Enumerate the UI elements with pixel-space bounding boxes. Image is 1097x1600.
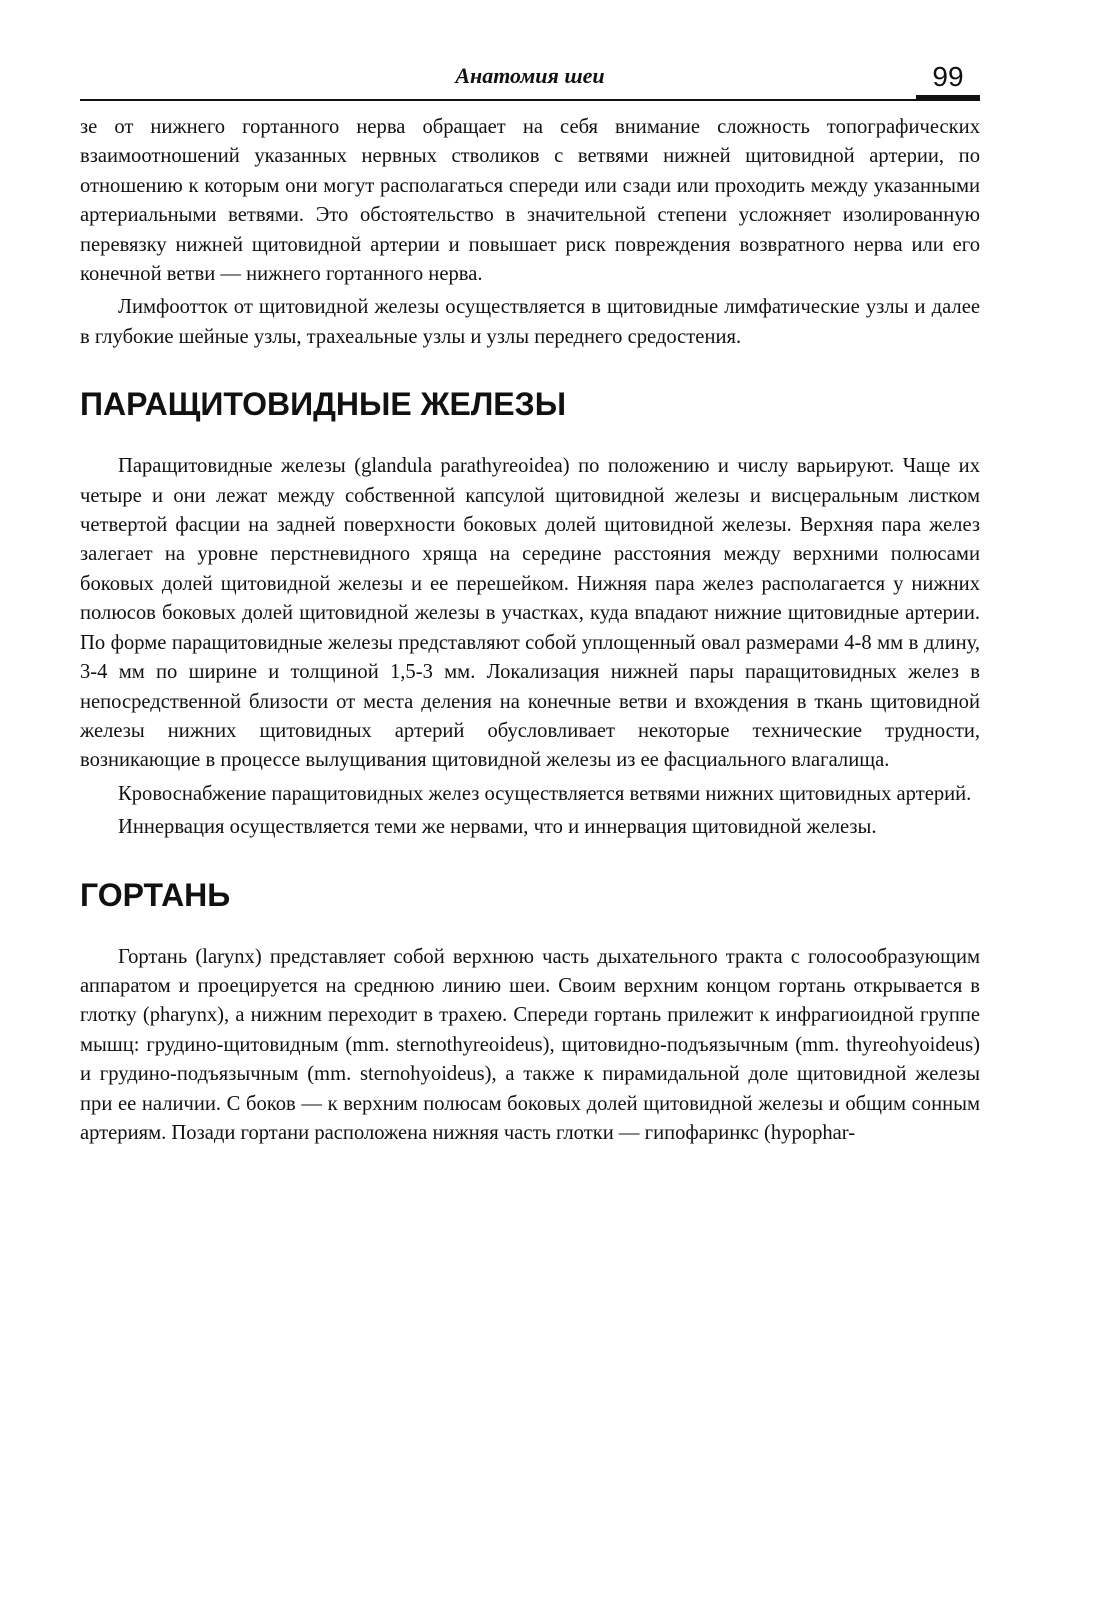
paragraph-parathyroid-innervation: Иннервация осуществляется теми же нервами, что и иннервация щитовидной железы. xyxy=(118,816,877,839)
paragraph-larynx: Гортань (larynx) представляет собой верхнюю часть дыхательного тракта с голосообразующим аппаратом и проецируется на среднюю линию шеи. Своим верхним концом гортань открывается в глотку (pharynx), а нижним переходит в трахею. Спереди гортань прилежит к инфрагиоидной группе мышц: грудино-щитовидным (mm. sternothyreoideus), щитовидно-подъязычным (mm. thyreohyoideus) и грудино-подъязычным (mm. sternohyoideus), а также к пирамидальной доле щитовидной железы при ее наличии. С боков — к верхним полюсам боковых долей щитовидной железы и общим сонным артериям. Позади гортани расположена нижняя часть глотки — гипофаринкс (hypophar- xyxy=(80,945,980,1144)
running-header xyxy=(80,55,980,101)
page-number: 99 xyxy=(916,61,980,101)
running-title: Анатомия шеи xyxy=(455,63,605,88)
paragraph-parathyroid-blood-supply: Кровоснабжение паращитовидных желез осуществляется ветвями нижних щитовидных артерий. xyxy=(118,782,972,805)
book-page xyxy=(80,55,980,1152)
body-text xyxy=(80,113,980,1148)
section-heading-parathyroid: ПАРАЩИТОВИДНЫЕ ЖЕЛЕЗЫ xyxy=(80,386,567,423)
paragraph-lymph-drainage: Лимфоотток от щитовидной железы осуществляется в щитовидные лимфатические узлы и далее в глубокие шейные узлы, трахеальные узлы и узлы переднего средостения. xyxy=(80,296,980,348)
section-heading-larynx: ГОРТАНЬ xyxy=(80,876,231,913)
paragraph-parathyroid-anatomy: Паращитовидные железы (glandula parathyreoidea) по положению и числу варьируют. Чаще их четыре и они лежат между собственной капсулой щитовидной железы и висцеральным листком четвертой фасции на задней поверхности боковых долей щитовидной железы. Верхняя пара желез залегает на уровне перстневидного хряща на середине расстояния между верхними полюсами боковых долей щитовидной железы и ее перешейком. Нижняя пара желез располагается у нижних полюсов боковых долей щитовидной железы в участках, куда впадают нижние щитовидные артерии. По форме паращитовидные железы представляют собой уплощенный овал размерами 4-8 мм в длину, 3-4 мм по ширине и толщиной 1,5-3 мм. Локализация нижней пары паращитовидных желез в непосредственной близости от места деления на конечные ветви и вхождения в ткань щитовидной железы нижних щитовидных артерий обусловливает некоторые технические трудности, возникающие в процессе вылущивания щитовидной железы из ее фасциального влагалища. xyxy=(80,455,980,772)
paragraph-intro-continuation: зе от нижнего гортанного нерва обращает на себя внимание сложность топографических взаимоотношений указанных нервных стволиков с ветвями нижней щитовидной артерии, по отношению к которым они могут располагаться спереди или сзади или проходить между указанными артериальными ветвями. Это обстоятельство в значительной степени усложняет изолированную перевязку нижней щитовидной артерии и повышает риск повреждения возвратного нерва или его конечной ветви — нижнего гортанного нерва. xyxy=(80,116,980,286)
